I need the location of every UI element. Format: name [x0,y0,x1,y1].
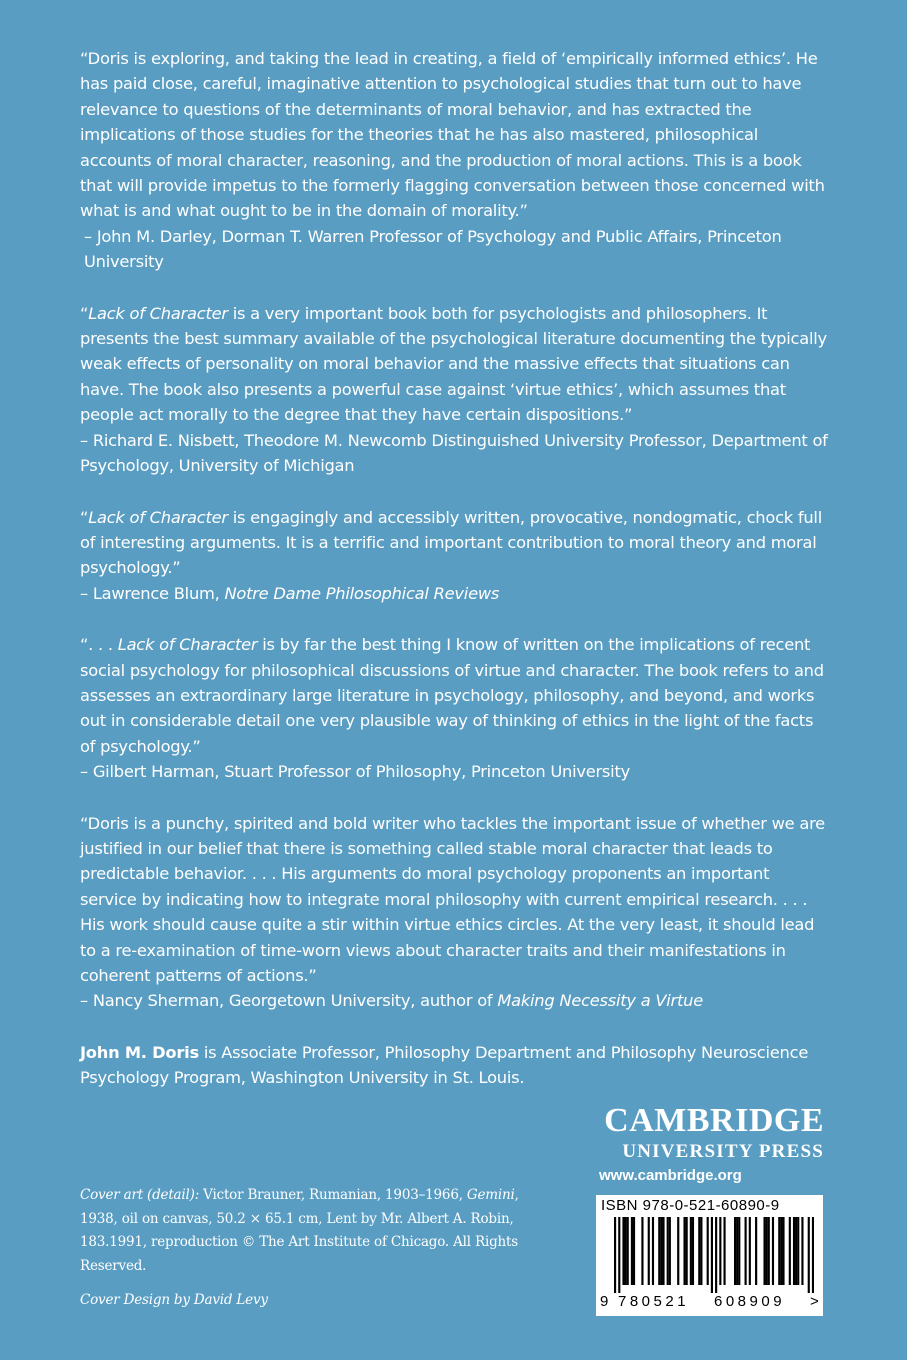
quote-attribution: – Lawrence Blum, Notre Dame Philosophical Reviews [80,583,500,603]
quote-harman [80,632,830,784]
barcode-bar [633,1217,635,1285]
author-name: John M. Doris [80,1042,199,1062]
quote-attribution: – Richard E. Nisbett, Theodore M. Newcomb Distinguished University Professor, Department of Psychology, University of Michigan [80,430,828,476]
ean-end-mark: > [810,1293,819,1310]
barcode-bar [677,1217,679,1285]
barcode-bar [734,1217,736,1285]
barcode-bar [763,1217,765,1285]
book-title: Lack of Character [117,635,258,655]
barcode-bars [604,1217,814,1293]
cover-credits [80,1184,520,1313]
quote-nisbett [80,301,830,479]
barcode-bar [738,1217,740,1285]
barcode-guard-bar [808,1217,810,1293]
barcode-bar [652,1217,654,1285]
barcode-bar [625,1217,627,1285]
barcode-bar [782,1217,784,1285]
barcode-bar [797,1217,799,1285]
barcode-bar [736,1217,738,1285]
barcode-bar [660,1217,662,1285]
quote-attribution: – John M. Darley, Dorman T. Warren Professor of Psychology and Public Affairs, Princeton University [84,226,782,272]
barcode-bar [683,1217,685,1285]
barcode-bar [719,1217,721,1285]
barcode-guard-bar [812,1217,814,1293]
barcode-bar [795,1217,797,1285]
barcode-bar [622,1217,624,1285]
barcode-bar [793,1217,795,1285]
barcode-bar [641,1217,643,1285]
barcode-guard-bar [711,1217,713,1293]
quote-blum [80,505,830,607]
quote-attribution: – Nancy Sherman, Georgetown University, author of Making Necessity a Virtue [80,991,703,1011]
barcode-bar [686,1217,688,1285]
publisher-name: CAMBRIDGE [604,1102,824,1139]
barcode-bar [662,1217,664,1285]
barcode-guard-bar [614,1217,616,1293]
quote-text: “Lack of Character is engagingly and accessibly written, provocative, nondogmatic, chock full of interesting arguments. It is a terrific and important contribution to moral theory and moral psychology.” [80,507,822,578]
quote-darley [80,46,830,275]
ean-left-group: 780521 [618,1293,690,1310]
quote-text: “Doris is a punchy, spirited and bold writer who tackles the important issue of whether we are justified in our belief that there is something called stable moral character that leads to predictable behavior. . . . His arguments do moral psychology proponents an important service by indicating how to integrate moral philosophy with current empirical research. . . . His work should cause quite a stir within virtue ethics circles. At the very least, it should lead to a re-examination of time-worn views about character traits and their manifestations in coherent patterns of actions.” [80,813,825,985]
barcode-bar [700,1217,702,1285]
book-title: Making Necessity a Virtue [497,991,703,1011]
ean-first-digit: 9 [600,1293,609,1310]
barcode-bar [755,1217,757,1285]
ean-right-group: 608909 [714,1293,786,1310]
quote-text: “. . . Lack of Character is by far the best thing I know of written on the implications of recent social psychology for philosophical discussions of virtue and character. The book refers to and assesses an extraordinary large literature in psychology, philosophy, and beyond, and works out in considerable detail one very plausible way of thinking of ethics in the light of the facts of psychology.” [80,635,824,756]
barcode-bar [766,1217,768,1285]
cover-art-credit: Cover art (detail): Victor Brauner, Rumanian, 1903–1966, Gemini, 1938, oil on canvas, 50.2 × 65.1 cm, Lent by Mr. Albert A. Robin, 183.1991, reproduction © The Art Institute of Chicago. All Rights Reserved. [80,1187,519,1274]
barcode-bar [745,1217,747,1285]
barcode-bar [658,1217,660,1285]
book-title: Lack of Character [88,303,228,323]
author-bio: John M. Doris is Associate Professor, Philosophy Department and Philosophy Neuroscience Psychology Program, Washington University in St. Louis. [80,1042,809,1088]
isbn-label: ISBN 978-0-521-60890-9 [601,1197,780,1214]
barcode-bar [707,1217,709,1285]
quote-text: “Doris is exploring, and taking the lead in creating, a field of ‘empirically informed ethics’. He has paid close, careful, imaginative attention to psychological studies that turn out to have relevance to questions of the determinants of moral behavior, and has extracted the implications of those studies for the theories that he has also mastered, philosophical accounts of moral character, reasoning, and the production of moral actions. This is a book that will provide impetus to the formerly flagging conversation between those concerned with what is and what ought to be in the domain of morality.” [80,49,825,221]
barcode-bar [789,1217,791,1285]
barcode-bar [669,1217,671,1285]
isbn-barcode [596,1195,823,1316]
barcode-bar [627,1217,629,1285]
barcode-bar [667,1217,669,1285]
barcode-bar [631,1217,633,1285]
barcode-bar [768,1217,770,1285]
barcode-bar [778,1217,780,1285]
endorsements [80,46,830,1091]
cover-design-credit: Cover Design by David Levy [80,1292,268,1308]
barcode-bar [749,1217,751,1285]
barcode-bar [772,1217,774,1285]
barcode-guard-bar [715,1217,717,1293]
publisher-subtitle: UNIVERSITY PRESS [622,1141,824,1162]
barcode-bar [648,1217,650,1285]
barcode-bar [692,1217,694,1285]
quote-text: “Lack of Character is a very important book both for psychologists and philosophers. It presents the best summary available of the psychological literature documenting the typically weak effects of personality on moral behavior and the massive effects that situations can have. The book also presents a powerful case against ‘virtue ethics’, which assumes that people act morally to the degree that they have certain dispositions.” [80,303,827,425]
book-title: Lack of Character [88,507,228,527]
barcode-guard-bar [618,1217,620,1293]
publisher-logo [596,1104,824,1186]
barcode-bar [698,1217,700,1285]
quote-attribution: – Gilbert Harman, Stuart Professor of Philosophy, Princeton University [80,762,630,782]
barcode-bar [780,1217,782,1285]
quote-sherman [80,811,830,1014]
artwork-title: Gemini [466,1187,515,1203]
publisher-url: www.cambridge.org [599,1167,742,1184]
barcode-bar [801,1217,803,1285]
barcode-bar [723,1217,725,1285]
publication-title: Notre Dame Philosophical Reviews [224,583,500,603]
ean-digits [596,1293,823,1313]
barcode-bar [690,1217,692,1285]
